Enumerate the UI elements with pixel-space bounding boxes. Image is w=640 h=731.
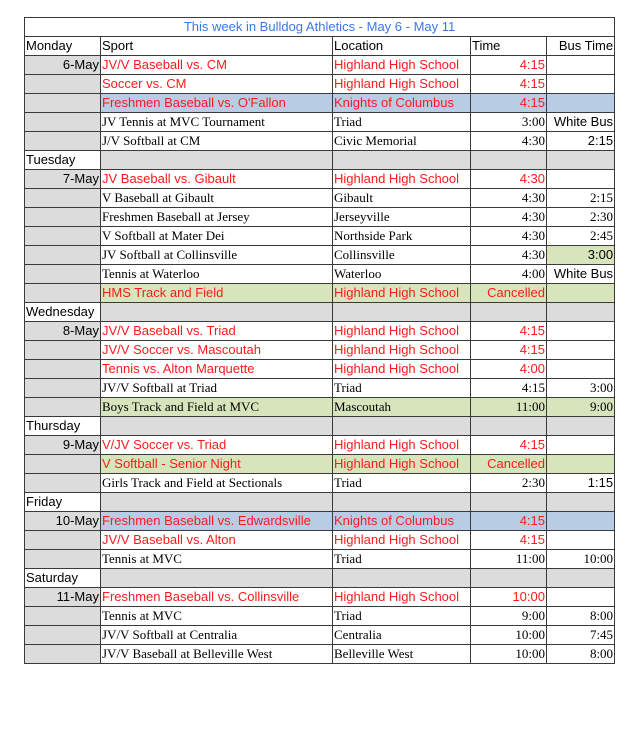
event-row [25,246,615,265]
event-date [25,246,101,265]
page-title: This week in Bulldog Athletics - May 6 - May 11 [25,18,615,37]
day-row-filler [101,417,333,436]
day-row [25,151,615,170]
header-time: Time [471,37,547,56]
day-row [25,303,615,322]
event-location: Highland High School [333,455,471,474]
day-row-filler [333,569,471,588]
event-date [25,379,101,398]
event-row [25,360,615,379]
header-location: Location [333,37,471,56]
day-row-filler [471,151,547,170]
day-row-filler [547,303,615,322]
event-date [25,265,101,284]
event-sport: V Baseball at Gibault [101,189,333,208]
day-row-filler [101,493,333,512]
event-bus-time [547,531,615,550]
day-row-filler [547,417,615,436]
event-date [25,645,101,664]
event-location: Highland High School [333,531,471,550]
event-row [25,132,615,151]
event-date [25,607,101,626]
event-sport: JV/V Baseball vs. CM [101,56,333,75]
header-sport: Sport [101,37,333,56]
header-bus-time: Bus Time [547,37,615,56]
event-time: 4:15 [471,436,547,455]
event-time: Cancelled [471,284,547,303]
event-bus-time [547,56,615,75]
event-time: 4:15 [471,512,547,531]
event-time: 4:30 [471,208,547,227]
event-date [25,531,101,550]
event-row [25,75,615,94]
event-bus-time [547,94,615,113]
event-row [25,94,615,113]
event-bus-time: 8:00 [547,645,615,664]
event-sport: V Softball - Senior Night [101,455,333,474]
event-time: 4:30 [471,189,547,208]
day-row-filler [101,303,333,322]
event-location: Waterloo [333,265,471,284]
event-date: 11-May [25,588,101,607]
event-location: Highland High School [333,436,471,455]
event-bus-time [547,322,615,341]
event-row [25,341,615,360]
event-location: Triad [333,607,471,626]
day-row-filler [471,303,547,322]
event-location: Triad [333,379,471,398]
event-sport: JV Baseball vs. Gibault [101,170,333,189]
event-date [25,75,101,94]
event-bus-time: White Bus [547,265,615,284]
event-row [25,265,615,284]
schedule-body [25,18,615,664]
event-sport: V Softball at Mater Dei [101,227,333,246]
event-row [25,626,615,645]
event-time: 4:15 [471,56,547,75]
event-date [25,227,101,246]
event-location: Northside Park [333,227,471,246]
event-bus-time [547,455,615,474]
event-sport: Tennis vs. Alton Marquette [101,360,333,379]
event-time: 4:15 [471,322,547,341]
event-location: Knights of Columbus [333,512,471,531]
event-sport: Boys Track and Field at MVC [101,398,333,417]
day-row-filler [547,151,615,170]
event-location: Centralia [333,626,471,645]
event-location: Highland High School [333,341,471,360]
event-sport: Girls Track and Field at Sectionals [101,474,333,493]
event-date [25,341,101,360]
event-row [25,113,615,132]
event-time: 2:30 [471,474,547,493]
header-day: Monday [25,37,101,56]
event-sport: JV Tennis at MVC Tournament [101,113,333,132]
day-label: Thursday [25,417,101,436]
event-time: Cancelled [471,455,547,474]
event-location: Triad [333,113,471,132]
day-row-filler [471,417,547,436]
event-sport: Soccer vs. CM [101,75,333,94]
event-time: 10:00 [471,588,547,607]
event-location: Highland High School [333,588,471,607]
day-row-filler [333,303,471,322]
event-sport: Freshmen Baseball vs. Edwardsville [101,512,333,531]
event-date [25,94,101,113]
event-bus-time: 2:45 [547,227,615,246]
event-row [25,170,615,189]
event-bus-time [547,284,615,303]
event-location: Belleville West [333,645,471,664]
event-location: Highland High School [333,170,471,189]
event-date: 7-May [25,170,101,189]
day-row [25,493,615,512]
event-sport: J/V Softball at CM [101,132,333,151]
event-bus-time: 1:15 [547,474,615,493]
event-time: 4:15 [471,341,547,360]
event-time: 10:00 [471,645,547,664]
day-row-filler [333,417,471,436]
event-sport: Tennis at MVC [101,607,333,626]
event-location: Mascoutah [333,398,471,417]
event-date [25,398,101,417]
event-sport: JV/V Softball at Centralia [101,626,333,645]
event-row [25,512,615,531]
header-row [25,37,615,56]
event-row [25,189,615,208]
day-row-filler [101,151,333,170]
event-row [25,322,615,341]
event-bus-time: 9:00 [547,398,615,417]
event-bus-time: 7:45 [547,626,615,645]
event-bus-time [547,341,615,360]
event-bus-time [547,588,615,607]
day-label: Friday [25,493,101,512]
event-bus-time: 10:00 [547,550,615,569]
event-location: Civic Memorial [333,132,471,151]
event-bus-time: 2:30 [547,208,615,227]
event-location: Collinsville [333,246,471,265]
event-sport: Freshmen Baseball at Jersey [101,208,333,227]
event-row [25,284,615,303]
event-sport: JV Softball at Collinsville [101,246,333,265]
event-row [25,398,615,417]
event-location: Highland High School [333,322,471,341]
event-location: Jerseyville [333,208,471,227]
event-date: 8-May [25,322,101,341]
day-row-filler [547,569,615,588]
event-bus-time: 8:00 [547,607,615,626]
event-time: 4:00 [471,265,547,284]
event-time: 4:15 [471,531,547,550]
event-date: 10-May [25,512,101,531]
day-row-filler [547,493,615,512]
event-time: 4:30 [471,132,547,151]
event-bus-time [547,436,615,455]
event-sport: Tennis at Waterloo [101,265,333,284]
event-date [25,208,101,227]
event-sport: Freshmen Baseball vs. Collinsville [101,588,333,607]
day-label: Tuesday [25,151,101,170]
event-row [25,474,615,493]
event-date: 6-May [25,56,101,75]
event-sport: JV/V Baseball at Belleville West [101,645,333,664]
event-location: Knights of Columbus [333,94,471,113]
event-date [25,113,101,132]
event-sport: JV/V Baseball vs. Triad [101,322,333,341]
event-row [25,588,615,607]
event-location: Highland High School [333,56,471,75]
event-sport: JV/V Softball at Triad [101,379,333,398]
event-time: 4:30 [471,227,547,246]
event-row [25,436,615,455]
event-time: 11:00 [471,550,547,569]
event-time: 10:00 [471,626,547,645]
event-date [25,474,101,493]
event-date [25,550,101,569]
day-row-filler [471,493,547,512]
event-location: Highland High School [333,75,471,94]
event-bus-time: 2:15 [547,189,615,208]
event-time: 9:00 [471,607,547,626]
event-row [25,455,615,474]
event-location: Highland High School [333,360,471,379]
event-date [25,626,101,645]
title-row [25,18,615,37]
event-date: 9-May [25,436,101,455]
event-sport: HMS Track and Field [101,284,333,303]
event-location: Gibault [333,189,471,208]
event-row [25,56,615,75]
event-date [25,455,101,474]
event-sport: Freshmen Baseball vs. O'Fallon [101,94,333,113]
event-time: 4:15 [471,94,547,113]
day-label: Wednesday [25,303,101,322]
event-time: 4:30 [471,246,547,265]
event-sport: Tennis at MVC [101,550,333,569]
day-row [25,417,615,436]
event-row [25,531,615,550]
day-row-filler [333,151,471,170]
event-time: 4:15 [471,379,547,398]
event-time: 11:00 [471,398,547,417]
event-sport: JV/V Baseball vs. Alton [101,531,333,550]
event-date [25,284,101,303]
event-sport: V/JV Soccer vs. Triad [101,436,333,455]
event-bus-time [547,360,615,379]
day-row [25,569,615,588]
event-bus-time: 2:15 [547,132,615,151]
event-location: Triad [333,474,471,493]
event-location: Highland High School [333,284,471,303]
event-time: 4:30 [471,170,547,189]
event-date [25,189,101,208]
day-label: Saturday [25,569,101,588]
day-row-filler [333,493,471,512]
event-row [25,227,615,246]
event-sport: JV/V Soccer vs. Mascoutah [101,341,333,360]
event-row [25,645,615,664]
event-bus-time [547,75,615,94]
event-row [25,208,615,227]
event-location: Triad [333,550,471,569]
event-bus-time: White Bus [547,113,615,132]
event-row [25,550,615,569]
event-time: 4:00 [471,360,547,379]
event-row [25,379,615,398]
event-bus-time: 3:00 [547,246,615,265]
event-date [25,132,101,151]
event-date [25,360,101,379]
event-time: 3:00 [471,113,547,132]
event-row [25,607,615,626]
day-row-filler [101,569,333,588]
event-bus-time [547,170,615,189]
schedule-table [24,17,615,664]
event-bus-time [547,512,615,531]
event-bus-time: 3:00 [547,379,615,398]
day-row-filler [471,569,547,588]
event-time: 4:15 [471,75,547,94]
